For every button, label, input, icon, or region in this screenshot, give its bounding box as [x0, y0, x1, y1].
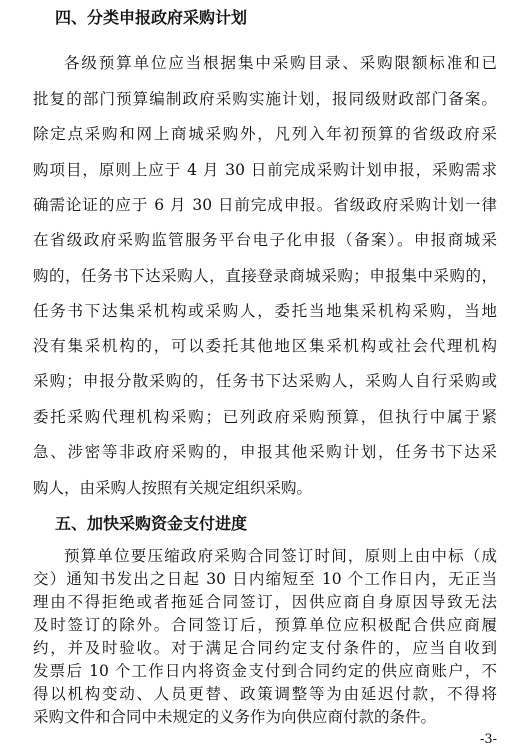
section-5-line-6: 发票后 10 个工作日内将资金支付到合同约定的供应商账户，不	[33, 662, 497, 680]
section-4-line-8: 任务书下达集采机构或采购人，委托当地集采机构采购，当地	[33, 302, 497, 320]
section-4-heading: 四、分类申报政府采购计划	[55, 8, 248, 27]
section-4-line-2: 批复的部门预算编制政府采购实施计划，报同级财政部门备案。	[33, 90, 497, 108]
section-5-line-2: 交）通知书发出之日起 30 日内缩短至 10 个工作日内，无正当	[33, 570, 497, 588]
section-4-line-13: 购人，由采购人按照有关规定组织采购。	[33, 479, 313, 497]
page-number: -3-	[479, 732, 497, 747]
section-4-line-3: 除定点采购和网上商城采购外，凡列入年初预算的省级政府采	[33, 125, 497, 143]
section-4-line-11: 委托采购代理机构采购；已列政府采购预算，但执行中属于紧	[33, 408, 497, 426]
section-4-line-7: 购的，任务书下达采购人，直接登录商城采购；申报集中采购的，	[33, 267, 497, 285]
section-4-line-12: 急、涉密等非政府采购的，申报其他采购计划，任务书下达采	[33, 443, 497, 461]
section-5-line-4: 及时签订的除外。合同签订后，预算单位应积极配合供应商履	[33, 616, 497, 634]
section-4-line-6: 在省级政府采购监管服务平台电子化申报（备案）。申报商城采	[33, 231, 497, 249]
section-4-line-5: 确需论证的应于 6 月 30 日前完成申报。省级政府采购计划一律	[33, 196, 497, 214]
section-5-heading: 五、加快采购资金支付进度	[55, 514, 248, 533]
section-4-line-9: 没有集采机构的，可以委托其他地区集采机构或社会代理机构	[33, 337, 497, 355]
section-4-line-1: 各级预算单位应当根据集中采购目录、采购限额标准和已	[64, 54, 497, 72]
section-4-line-4: 购项目，原则上应于 4 月 30 日前完成采购计划申报，采购需求	[33, 161, 497, 179]
section-4-line-10: 采购；申报分散采购的，任务书下达采购人，采购人自行采购或	[33, 372, 497, 390]
section-5-line-1: 预算单位要压缩政府采购合同签订时间，原则上由中标（成	[64, 547, 497, 565]
section-5-line-8: 采购文件和合同中未规定的义务作为向供应商付款的条件。	[33, 708, 437, 726]
section-5-line-5: 约，并及时验收。对于满足合同约定支付条件的，应当自收到	[33, 639, 497, 657]
section-5-line-7: 得以机构变动、人员更替、政策调整等为由延迟付款，不得将	[33, 685, 497, 703]
section-5-line-3: 理由不得拒绝或者拖延合同签订，因供应商自身原因导致无法	[33, 593, 497, 611]
